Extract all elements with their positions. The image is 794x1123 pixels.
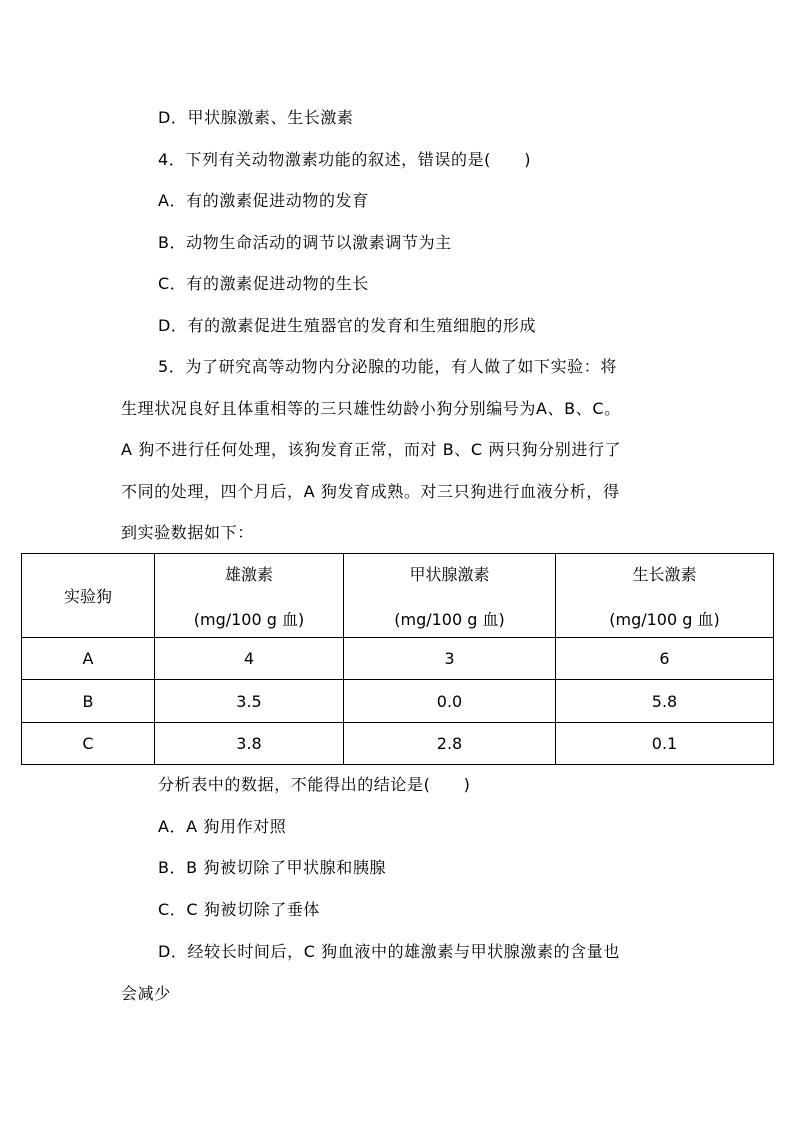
question-5-stem-line-2: 生理状况良好且体重相等的三只雄性幼龄小狗分别编号为A、B、C。 <box>121 399 621 418</box>
header-androgen-unit: (mg/100 g 血) <box>193 609 305 629</box>
option-a-q4: A．有的激素促进动物的发育 <box>158 191 369 210</box>
table-header-row <box>22 554 774 638</box>
table-row <box>22 723 774 765</box>
header-growth-hormone-unit: (mg/100 g 血) <box>609 609 720 629</box>
option-b-q4: B．动物生命活动的调节以激素调节为主 <box>158 233 452 252</box>
question-5-stem-line-1: 5．为了研究高等动物内分泌腺的功能，有人做了如下实验：将 <box>158 357 617 376</box>
experiment-data-table <box>21 553 774 765</box>
cell-dog: A <box>22 638 155 680</box>
question-5-stem-line-5: 到实验数据如下： <box>121 523 254 542</box>
option-d-q4: D．有的激素促进生殖器官的发育和生殖细胞的形成 <box>158 316 537 335</box>
header-growth-hormone <box>556 554 774 638</box>
header-thyroxine <box>344 554 556 638</box>
question-5-prompt: 分析表中的数据，不能得出的结论是( ) <box>158 775 471 794</box>
cell-growth-hormone: 6 <box>556 638 774 680</box>
cell-thyroxine: 0.0 <box>344 680 556 723</box>
cell-growth-hormone: 0.1 <box>556 723 774 765</box>
option-d-q5-line-2: 会减少 <box>121 984 171 1003</box>
question-5-stem-line-3: A 狗不进行任何处理，该狗发育正常，而对 B、C 两只狗分别进行了 <box>121 440 622 459</box>
option-d-q5-line-1: D．经较长时间后，C 狗血液中的雄激素与甲状腺激素的含量也 <box>158 942 620 961</box>
cell-thyroxine: 3 <box>344 638 556 680</box>
cell-androgen: 3.5 <box>155 680 344 723</box>
option-c-q5: C．C 狗被切除了垂体 <box>158 900 321 919</box>
option-b-q5: B．B 狗被切除了甲状腺和胰腺 <box>158 858 387 877</box>
option-a-q5: A．A 狗用作对照 <box>158 817 287 836</box>
table-row <box>22 638 774 680</box>
cell-growth-hormone: 5.8 <box>556 680 774 723</box>
cell-androgen: 4 <box>155 638 344 680</box>
header-androgen <box>155 554 344 638</box>
option-d-q3: D．甲状腺激素、生长激素 <box>158 108 354 127</box>
cell-dog: B <box>22 680 155 723</box>
cell-thyroxine: 2.8 <box>344 723 556 765</box>
header-growth-hormone-name: 生长激素 <box>632 564 697 584</box>
header-thyroxine-unit: (mg/100 g 血) <box>394 609 505 629</box>
cell-dog: C <box>22 723 155 765</box>
question-5-stem-line-4: 不同的处理，四个月后，A 狗发育成熟。对三只狗进行血液分析，得 <box>121 482 620 501</box>
cell-androgen: 3.8 <box>155 723 344 765</box>
header-androgen-name: 雄激素 <box>224 564 273 584</box>
header-thyroxine-name: 甲状腺激素 <box>409 564 490 584</box>
table-row <box>22 680 774 723</box>
option-c-q4: C．有的激素促进动物的生长 <box>158 274 369 293</box>
header-dog: 实验狗 <box>22 554 155 638</box>
question-4-stem: 4．下列有关动物激素功能的叙述，错误的是( ) <box>158 150 532 169</box>
